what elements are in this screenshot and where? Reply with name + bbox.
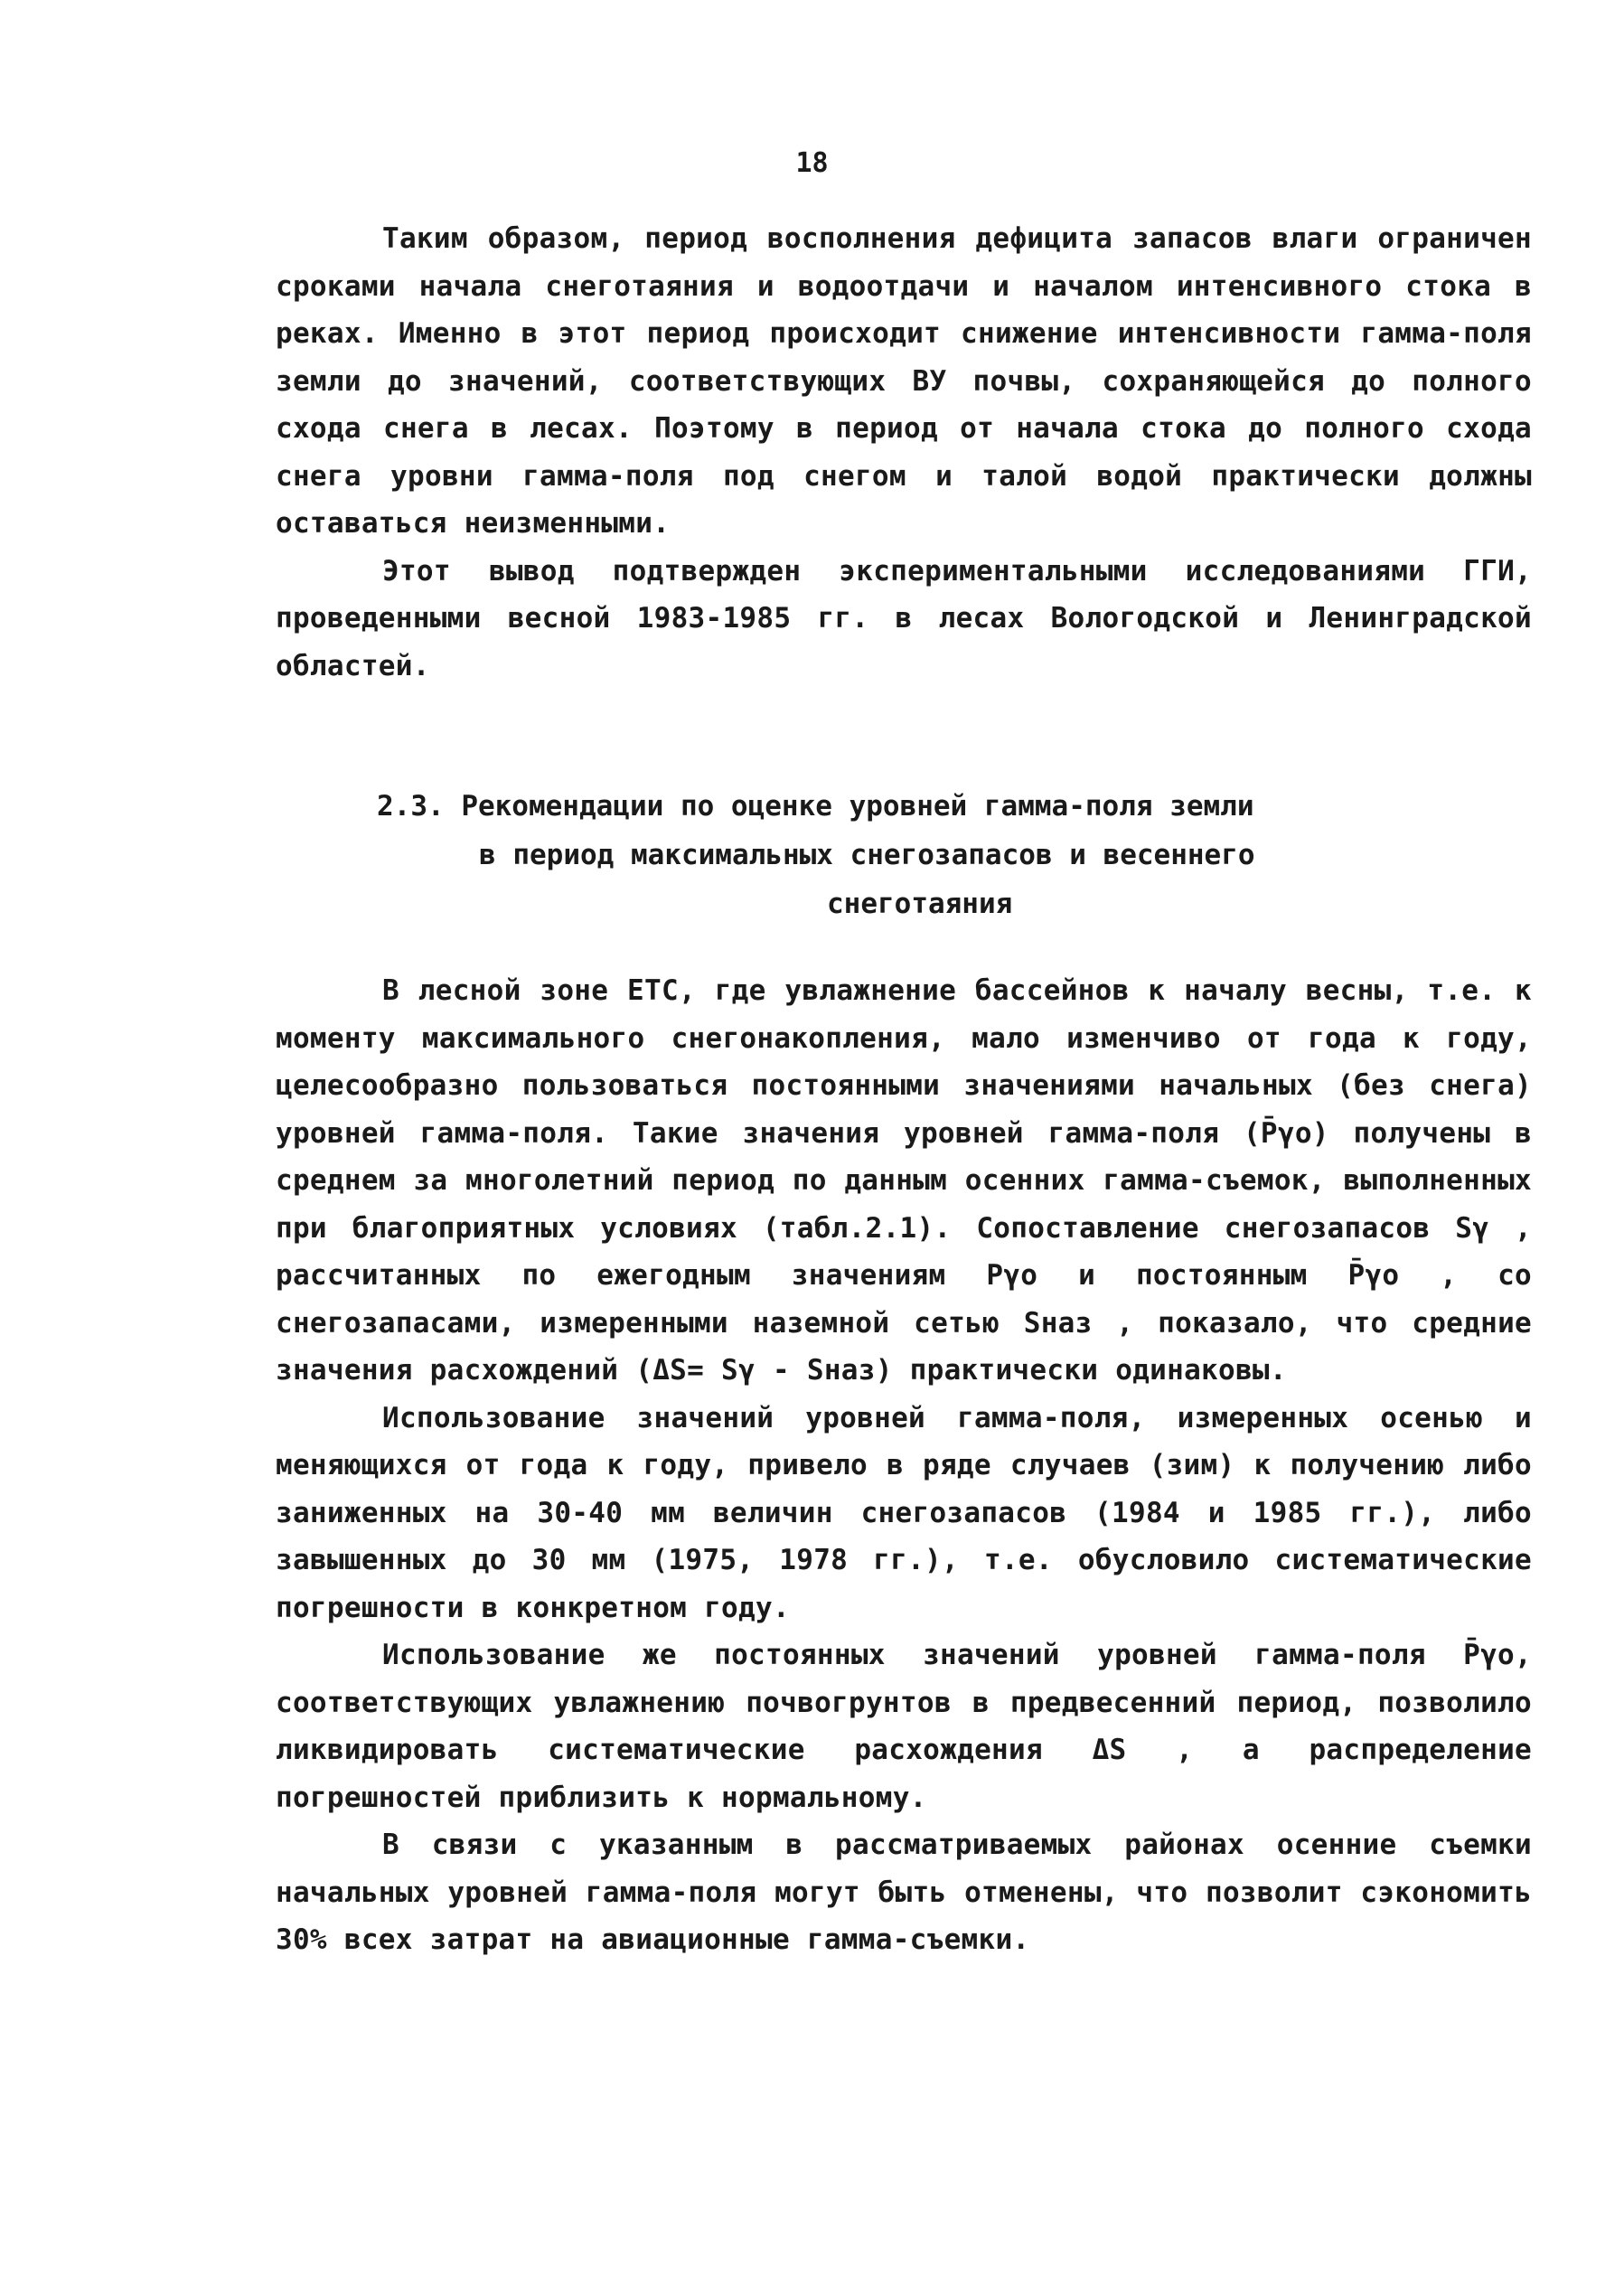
body-text-bottom <box>276 967 1532 1964</box>
section-heading-line: в период максимальных снегозапасов и весеннего <box>479 839 1255 871</box>
paragraph: В связи с указанным в рассматриваемых районах осенние съемки начальных уровней гамма-поля могут быть отменены, что позволит сэкономить 30% всех затрат на авиационные гамма-съемки. <box>276 1829 1532 1956</box>
section-heading-line: снеготаяния <box>827 888 1013 920</box>
paragraph: В лесной зоне ЕТС, где увлажнение бассейнов к началу весны, т.е. к моменту максимального снегонакопления, мало изменчиво от года к году, целесообразно пользоваться постоянными значениями начальных (без снега) уровней гамма-поля. Такие значения уровней гамма-поля (P̄γо) получены в среднем за многолетний период по данным осенних гамма-съемок, выполненных при благоприятных условиях (табл.2.1). Сопоставление снегозапасов Sγ , рассчитанных по ежегодным значениям Pγо и постоянным P̄γо , со снегозапасами, измеренными наземной сетью Sназ , показало, что средние значения расхождений (ΔS= Sγ - Sназ) практически одинаковы. <box>276 974 1532 1387</box>
section-heading-line: 2.3. Рекомендации по оценке уровней гамма-поля земли <box>377 790 1254 823</box>
paragraph: Использование же постоянных значений уровней гамма-поля P̄γо, соответствующих увлажнению почвогрунтов в предвесенний период, позволило ликвидировать систематические расхождения ΔS , а распределение погрешностей приблизить к нормальному. <box>276 1639 1532 1814</box>
paragraph: Этот вывод подтвержден экспериментальными исследованиями ГГИ, проведенными весной 1983-1985 гг. в лесах Вологодской и Ленинградской областей. <box>276 554 1532 682</box>
paragraph: Таким образом, период восполнения дефицита запасов влаги ограничен сроками начала снеготаяния и водоотдачи и началом интенсивного стока в реках. Именно в этот период происходит снижение интенсивности гамма-поля земли до значений, соответствующих ВУ почвы, сохраняющейся до полного схода снега в лесах. Поэтому в период от начала стока до полного схода снега уровни гамма-поля под снегом и талой водой практически должны оставаться неизменными. <box>276 222 1532 540</box>
paragraph: Использование значений уровней гамма-поля, измеренных осенью и меняющихся от года к году, привело в ряде случаев (зим) к получению либо заниженных на 30-40 мм величин снегозапасов (1984 и 1985 гг.), либо завышенных до 30 мм (1975, 1978 гг.), т.е. обусловило систематические погрешности в конкретном году. <box>276 1401 1532 1624</box>
body-text-top <box>276 215 1532 690</box>
section-heading <box>276 782 1532 928</box>
page-number: 18 <box>795 147 829 179</box>
